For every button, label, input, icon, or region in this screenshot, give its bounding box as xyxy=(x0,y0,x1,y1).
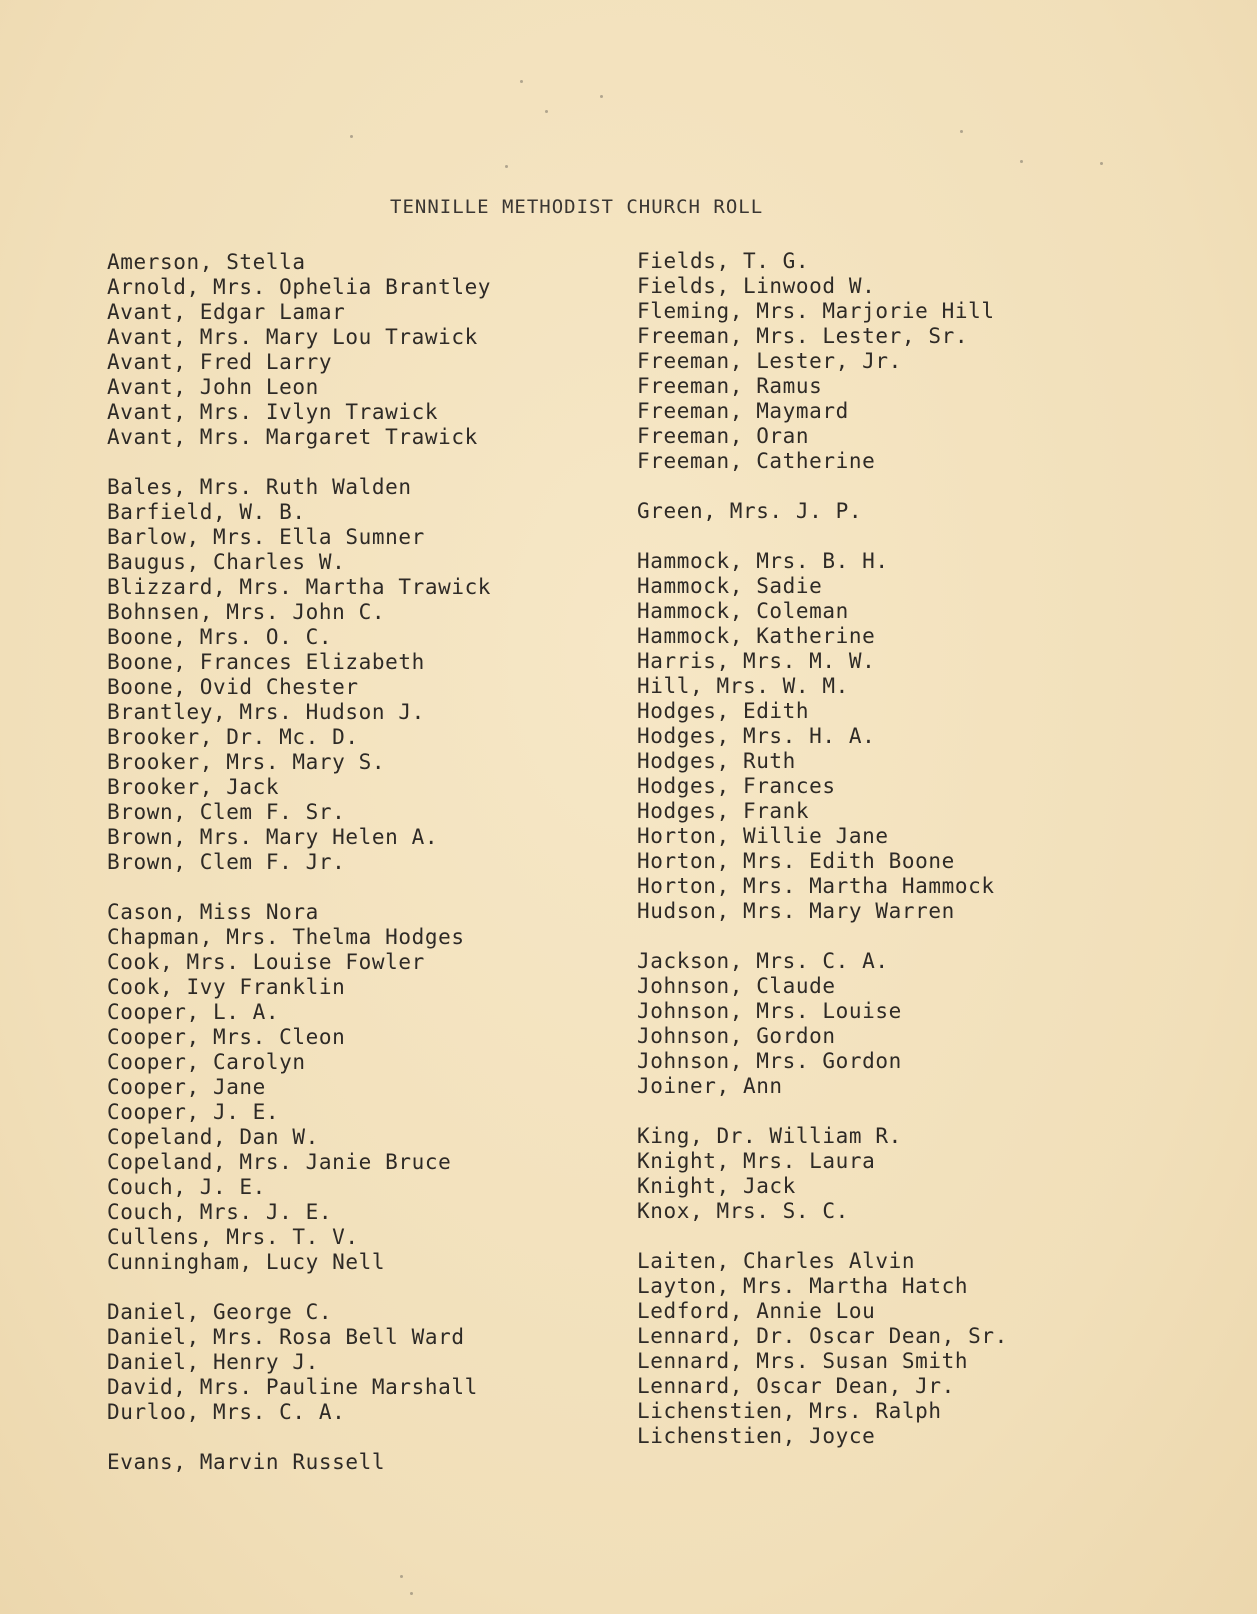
roll-entry: Avant, Mrs. Margaret Trawick xyxy=(107,425,478,449)
roll-entry: Avant, Fred Larry xyxy=(107,350,333,374)
paper-speck xyxy=(350,135,353,138)
roll-entry: Evans, Marvin Russell xyxy=(107,1450,386,1474)
roll-entry: Lennard, Oscar Dean, Jr. xyxy=(637,1374,955,1398)
roll-entry: Chapman, Mrs. Thelma Hodges xyxy=(107,925,465,949)
page-title: TENNILLE METHODIST CHURCH ROLL xyxy=(390,196,764,218)
roll-entry: Lichenstien, Mrs. Ralph xyxy=(637,1399,942,1423)
roll-entry: Brown, Clem F. Jr. xyxy=(107,850,346,874)
roll-entry: Knight, Jack xyxy=(637,1174,796,1198)
roll-entry: Avant, Edgar Lamar xyxy=(107,300,346,324)
roll-entry: Joiner, Ann xyxy=(637,1074,783,1098)
group-gap xyxy=(107,1275,491,1300)
group-gap xyxy=(637,924,1008,949)
roll-entry: Cason, Miss Nora xyxy=(107,900,319,924)
paper-speck xyxy=(1020,160,1023,163)
roll-entry: Johnson, Claude xyxy=(637,974,836,998)
paper-speck xyxy=(410,1592,413,1595)
roll-entry: Hammock, Mrs. B. H. xyxy=(637,549,889,573)
roll-entry: Hodges, Mrs. H. A. xyxy=(637,724,876,748)
roll-entry: Couch, J. E. xyxy=(107,1175,266,1199)
roll-entry: Cooper, L. A. xyxy=(107,1000,280,1024)
roll-entry: Hodges, Frank xyxy=(637,799,810,823)
roll-entry: Ledford, Annie Lou xyxy=(637,1299,876,1323)
roll-entry: Barfield, W. B. xyxy=(107,500,306,524)
roll-entry: Laiten, Charles Alvin xyxy=(637,1249,916,1273)
roll-entry: Boone, Ovid Chester xyxy=(107,675,359,699)
roll-entry: Hodges, Edith xyxy=(637,699,810,723)
roll-entry: Arnold, Mrs. Ophelia Brantley xyxy=(107,275,492,299)
roll-entry: Freeman, Lester, Jr. xyxy=(637,349,902,373)
roll-entry: Blizzard, Mrs. Martha Trawick xyxy=(107,575,492,599)
roll-entry: Bales, Mrs. Ruth Walden xyxy=(107,475,412,499)
roll-entry: Couch, Mrs. J. E. xyxy=(107,1200,333,1224)
roll-entry: Avant, Mrs. Mary Lou Trawick xyxy=(107,325,478,349)
group-gap xyxy=(107,875,491,900)
roll-entry: Copeland, Dan W. xyxy=(107,1125,319,1149)
paper-speck xyxy=(520,80,523,83)
roll-entry: Hammock, Sadie xyxy=(637,574,823,598)
roll-entry: Knox, Mrs. S. C. xyxy=(637,1199,849,1223)
group-gap xyxy=(637,1099,1008,1124)
roll-entry: Harris, Mrs. M. W. xyxy=(637,649,876,673)
group-gap xyxy=(107,450,491,475)
roll-entry: Johnson, Mrs. Louise xyxy=(637,999,902,1023)
roll-entry: Hill, Mrs. W. M. xyxy=(637,674,849,698)
roll-entry: Boone, Mrs. O. C. xyxy=(107,625,333,649)
roll-entry: Baugus, Charles W. xyxy=(107,550,346,574)
roll-entry: Horton, Mrs. Edith Boone xyxy=(637,849,955,873)
roll-entry: Green, Mrs. J. P. xyxy=(637,499,863,523)
roll-entry: Daniel, Henry J. xyxy=(107,1350,319,1374)
roll-entry: Freeman, Catherine xyxy=(637,449,876,473)
roll-entry: Hammock, Katherine xyxy=(637,624,876,648)
roll-entry: Cooper, Carolyn xyxy=(107,1050,306,1074)
roll-entry: Bohnsen, Mrs. John C. xyxy=(107,600,386,624)
roll-entry: Cunningham, Lucy Nell xyxy=(107,1250,386,1274)
roll-entry: Freeman, Maymard xyxy=(637,399,849,423)
paper-speck xyxy=(505,165,508,168)
paper-speck xyxy=(960,130,963,133)
paper-speck xyxy=(545,110,548,113)
roll-entry: Cooper, J. E. xyxy=(107,1100,280,1124)
roll-entry: Brooker, Dr. Mc. D. xyxy=(107,725,359,749)
roll-entry: Hodges, Ruth xyxy=(637,749,796,773)
roll-entry: Freeman, Oran xyxy=(637,424,810,448)
roll-entry: David, Mrs. Pauline Marshall xyxy=(107,1375,478,1399)
roll-entry: Durloo, Mrs. C. A. xyxy=(107,1400,346,1424)
roll-entry: Boone, Frances Elizabeth xyxy=(107,650,425,674)
roll-entry: Cooper, Jane xyxy=(107,1075,266,1099)
roll-entry: King, Dr. William R. xyxy=(637,1124,902,1148)
roll-entry: Lennard, Dr. Oscar Dean, Sr. xyxy=(637,1324,1008,1348)
roll-entry: Lichenstien, Joyce xyxy=(637,1424,876,1448)
roll-entry: Fields, T. G. xyxy=(637,249,810,273)
roll-entry: Johnson, Gordon xyxy=(637,1024,836,1048)
roll-entry: Hudson, Mrs. Mary Warren xyxy=(637,899,955,923)
paper-speck xyxy=(600,95,603,98)
roll-entry: Horton, Willie Jane xyxy=(637,824,889,848)
roll-entry: Copeland, Mrs. Janie Bruce xyxy=(107,1150,452,1174)
roll-entry: Fields, Linwood W. xyxy=(637,274,876,298)
roll-entry: Jackson, Mrs. C. A. xyxy=(637,949,889,973)
roll-entry: Avant, John Leon xyxy=(107,375,319,399)
roll-entry: Cook, Mrs. Louise Fowler xyxy=(107,950,425,974)
roll-entry: Horton, Mrs. Martha Hammock xyxy=(637,874,995,898)
roll-entry: Daniel, George C. xyxy=(107,1300,333,1324)
paper-speck xyxy=(1100,162,1103,165)
roll-entry: Fleming, Mrs. Marjorie Hill xyxy=(637,299,995,323)
roll-entry: Daniel, Mrs. Rosa Bell Ward xyxy=(107,1325,465,1349)
roll-entry: Cullens, Mrs. T. V. xyxy=(107,1225,359,1249)
roll-entry: Barlow, Mrs. Ella Sumner xyxy=(107,525,425,549)
roll-entry: Cook, Ivy Franklin xyxy=(107,975,346,999)
roll-entry: Avant, Mrs. Ivlyn Trawick xyxy=(107,400,439,424)
paper-speck xyxy=(400,1575,403,1578)
roll-entry: Brown, Mrs. Mary Helen A. xyxy=(107,825,439,849)
group-gap xyxy=(107,1425,491,1450)
group-gap xyxy=(637,1224,1008,1249)
group-gap xyxy=(637,524,1008,549)
roll-entry: Hodges, Frances xyxy=(637,774,836,798)
roll-entry: Johnson, Mrs. Gordon xyxy=(637,1049,902,1073)
roll-entry: Freeman, Ramus xyxy=(637,374,823,398)
left-column xyxy=(107,250,491,1475)
roll-entry: Brooker, Mrs. Mary S. xyxy=(107,750,386,774)
roll-entry: Brantley, Mrs. Hudson J. xyxy=(107,700,425,724)
right-column xyxy=(637,249,1008,1449)
roll-entry: Layton, Mrs. Martha Hatch xyxy=(637,1274,969,1298)
roll-entry: Lennard, Mrs. Susan Smith xyxy=(637,1349,969,1373)
roll-entry: Freeman, Mrs. Lester, Sr. xyxy=(637,324,969,348)
group-gap xyxy=(637,474,1008,499)
roll-entry: Hammock, Coleman xyxy=(637,599,849,623)
roll-entry: Amerson, Stella xyxy=(107,250,306,274)
roll-entry: Knight, Mrs. Laura xyxy=(637,1149,876,1173)
roll-entry: Brooker, Jack xyxy=(107,775,280,799)
roll-entry: Brown, Clem F. Sr. xyxy=(107,800,346,824)
roll-entry: Cooper, Mrs. Cleon xyxy=(107,1025,346,1049)
